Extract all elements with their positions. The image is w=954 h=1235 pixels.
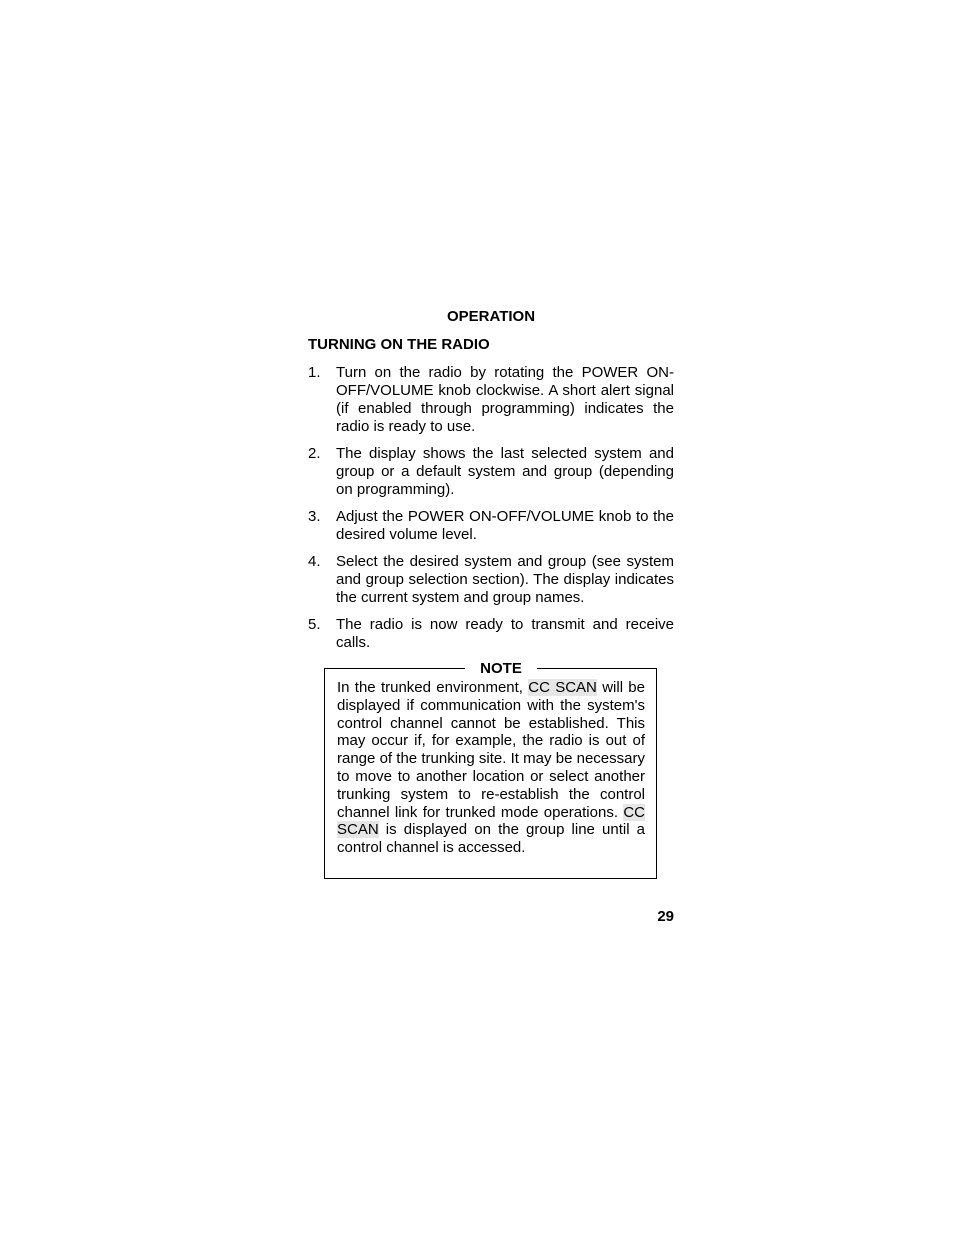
steps-list [308, 364, 674, 661]
step-number: 3. [308, 508, 321, 525]
section-heading: TURNING ON THE RADIO [308, 336, 490, 353]
note-body [337, 679, 645, 857]
display-text-cc-scan: CC SCAN [337, 803, 645, 839]
note-text: will be displayed if communication with the system's control channel cannot be established. This may occur if, for example, the radio is out of range of the trunking site. It may be necessary to move to another location or select another trunking system to re-establish the control channel link for trunked mode operations. [337, 679, 645, 821]
step-item [308, 445, 674, 499]
step-text: Adjust the POWER ON-OFF/VOLUME knob to the desired volume level. [336, 508, 674, 543]
step-number: 4. [308, 553, 321, 570]
step-text: The display shows the last selected system and group or a default system and group (depending on programming). [336, 445, 674, 498]
note-title: NOTE [465, 660, 537, 678]
page-number: 29 [657, 908, 674, 925]
step-item [308, 508, 674, 544]
note-text: In the trunked environment, [337, 679, 529, 696]
step-number: 2. [308, 445, 321, 462]
display-text-cc-scan: CC SCAN [528, 679, 597, 696]
note-box [324, 660, 657, 879]
step-number: 5. [308, 616, 321, 633]
step-text: Turn on the radio by rotating the POWER ON-OFF/VOLUME knob clockwise. A short alert signal (if enabled through programming) indicates the radio is ready to use. [336, 364, 674, 435]
note-text: is displayed on the group line until a control channel is accessed. [337, 821, 645, 857]
step-number: 1. [308, 364, 321, 381]
step-item [308, 553, 674, 607]
page-title: OPERATION [446, 308, 536, 325]
step-item [308, 364, 674, 436]
step-text: Select the desired system and group (see system and group selection section). The display indicates the current system and group names. [336, 553, 674, 606]
step-item [308, 616, 674, 652]
step-text: The radio is now ready to transmit and receive calls. [336, 616, 674, 651]
